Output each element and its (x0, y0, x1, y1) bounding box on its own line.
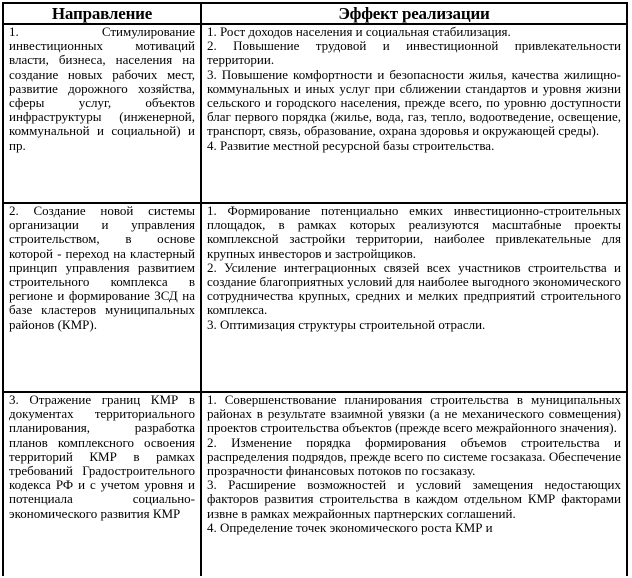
table-row (3, 203, 627, 392)
effect-cell (201, 392, 627, 576)
effect-item: 1. Совершенствование планирования строительства в муниципальных районах в результате взаимной увязки (а не механического совмещения) проектов строительства объектов (прежде всего межрайонного значения). (207, 392, 621, 436)
effect-item: 1. Рост доходов населения и социальная стабилизация. (207, 24, 511, 39)
table-row (3, 392, 627, 576)
effect-item: 3. Расширение возможностей и условий замещения недостающих факторов развития строительства в каждом отдельном КМР факторами извне в рамках межрайонных партнерских соглашений. (207, 477, 621, 521)
direction-cell (3, 24, 201, 203)
table-row (3, 24, 627, 203)
effect-item: 3. Повышение комфортности и безопасности жилья, качества жилищно-коммунальных и иных услуг при сближении стандартов и уровня жизни сельского и городского населения, прежде всего, по уровню доступности благ первого порядка (жилье, вода, газ, тепло, водоотведение, освещение, транспорт, связь, образование, охрана здоровья и окружающей среды). (207, 66, 621, 139)
header-direction: Направление (3, 3, 201, 24)
effect-item: 4. Определение точек экономического роста КМР и (207, 519, 493, 535)
effect-item: 1. Формирование потенциально емких инвестиционно-строительных площадок, в рамках которых реализуются масштабные проекты комплексной застройки территории, наиболее привлекательные для крупных инвесторов и застройщиков. (207, 203, 621, 261)
effect-item: 4. Развитие местной ресурсной базы строительства. (207, 137, 495, 153)
effect-cell (201, 24, 627, 203)
table-header-row (3, 3, 627, 24)
direction-text: 3. Отражение границ КМР в документах территориального планирования, разработка планов комплексного освоения территорий КМР в рамках требований Градостроительного кодекса РФ и с учетом уровня и потенциала социально-экономического развития КМР (9, 392, 195, 521)
effect-cell (201, 203, 627, 392)
direction-cell (3, 392, 201, 576)
effect-item: 3. Оптимизация структуры строительной отрасли. (207, 316, 486, 332)
direction-text: 1. Стимулирование инвестиционных мотиваций власти, бизнеса, населения на создание новых рабочих мест, развитие дорожного хозяйства, сферы услуг, объектов инфраструктуры (инженерной, коммунальной и социальной) и пр. (9, 24, 195, 153)
directions-effects-table (2, 2, 628, 576)
direction-text: 2. Создание новой системы организации и управления строительством, в основе которой - переход на кластерный принцип управления развитием строительного комплекса в регионе и формирование ЗСД на базе кластеров муниципальных районов (КМР). (9, 203, 195, 332)
effect-item: 2. Изменение порядка формирования объемов строительства и распределения подрядов, прежде всего по системе госзаказа. Обеспечение прозрачности финансовых потоков по госзаказу. (207, 434, 621, 479)
document-frame (2, 2, 630, 576)
effect-item: 2. Усиление интеграционных связей всех участников строительства и создание благоприятных условий для наиболее выгодного экономического сотрудничества крупных, средних и мелких предприятий строительного комплекса. (207, 259, 621, 318)
effect-item: 2. Повышение трудовой и инвестиционной привлекательности территории. (207, 38, 621, 68)
header-effect: Эффект реализации (201, 3, 627, 24)
direction-cell (3, 203, 201, 392)
